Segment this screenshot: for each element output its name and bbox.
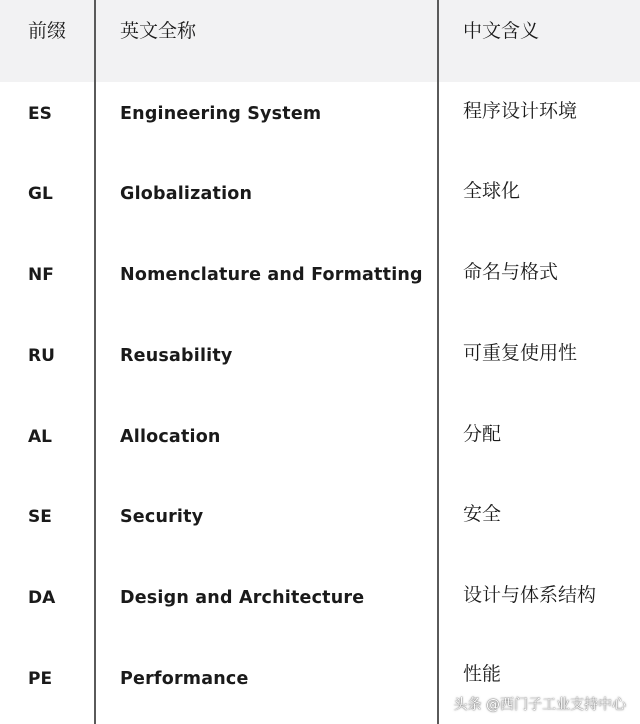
row-prefix: SE: [28, 507, 52, 527]
row-english: Performance: [120, 669, 249, 689]
column-divider-2: [437, 0, 439, 724]
row-chinese: 全球化: [463, 180, 521, 202]
row-prefix: RU: [28, 346, 55, 366]
row-chinese: 安全: [463, 503, 502, 525]
row-chinese: 设计与体系结构: [463, 584, 597, 606]
row-prefix: GL: [28, 184, 53, 204]
row-english: Reusability: [120, 346, 233, 366]
row-chinese: 命名与格式: [463, 261, 559, 283]
row-chinese: 可重复使用性: [463, 342, 578, 364]
row-chinese: 性能: [463, 663, 502, 685]
row-prefix: DA: [28, 588, 56, 608]
source-watermark: 头条 @西门子工业支持中心: [453, 697, 626, 713]
row-english: Design and Architecture: [120, 588, 365, 608]
row-english: Security: [120, 507, 204, 527]
header-prefix: 前缀: [28, 20, 67, 42]
header-chinese: 中文含义: [463, 20, 540, 42]
row-english: Allocation: [120, 427, 221, 447]
row-english: Globalization: [120, 184, 253, 204]
row-chinese: 分配: [463, 423, 502, 445]
row-prefix: NF: [28, 265, 54, 285]
row-chinese: 程序设计环境: [463, 100, 578, 122]
row-english: Engineering System: [120, 104, 322, 124]
row-prefix: PE: [28, 669, 53, 689]
row-english: Nomenclature and Formatting: [120, 265, 423, 285]
column-divider-1: [94, 0, 96, 724]
row-prefix: ES: [28, 104, 52, 124]
row-prefix: AL: [28, 427, 52, 447]
header-english: 英文全称: [120, 20, 197, 42]
table-header-row: [0, 0, 640, 82]
